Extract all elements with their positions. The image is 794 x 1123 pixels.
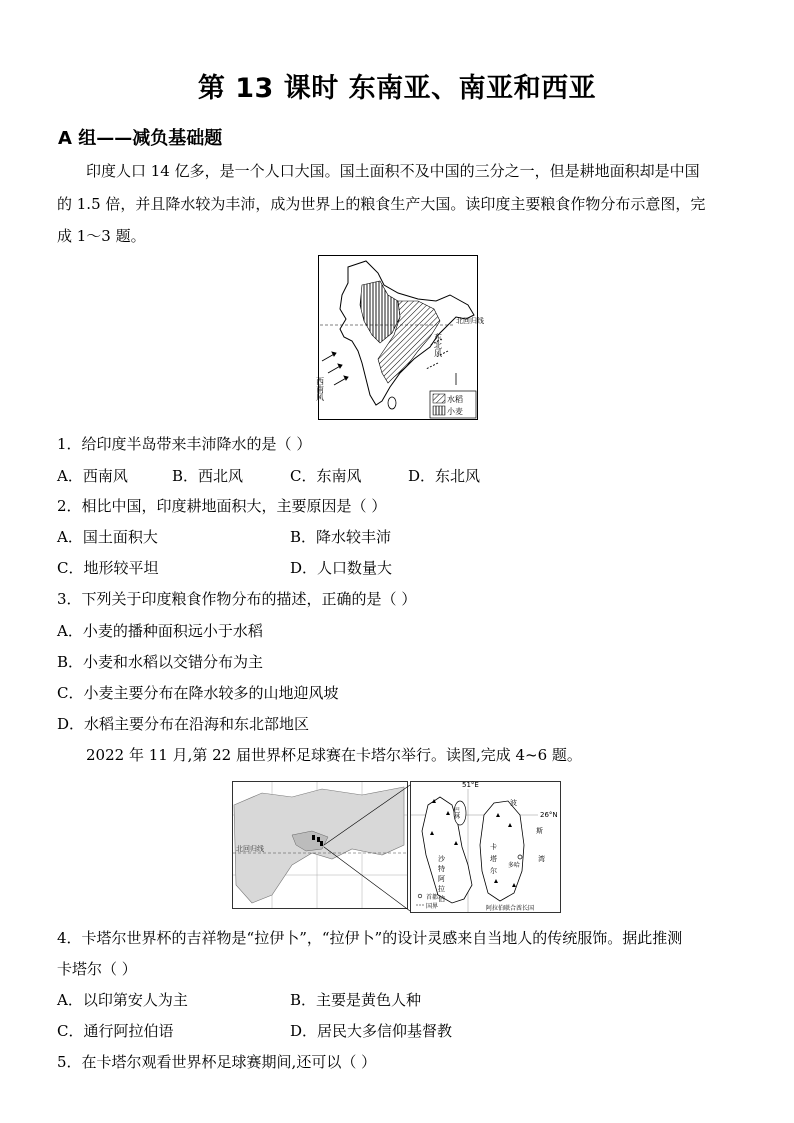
legend-wheat: 小麦 bbox=[447, 407, 463, 416]
q1-option-d[interactable]: D．东北风 bbox=[408, 467, 481, 485]
saudi-label-2: 特 bbox=[438, 865, 445, 873]
q4-stem-line2: 卡塔尔（ ） bbox=[57, 960, 137, 978]
qatar-label-3: 尔 bbox=[490, 867, 497, 875]
q2-option-c[interactable]: C．地形较平坦 bbox=[57, 559, 159, 577]
q4-option-d[interactable]: D．居民大多信仰基督教 bbox=[290, 1022, 453, 1040]
legend-rice: 水稻 bbox=[447, 395, 463, 404]
legend-border: 国界 bbox=[426, 903, 439, 910]
saudi-label-4: 拉 bbox=[438, 885, 445, 893]
gulf-label-2: 斯 bbox=[536, 827, 543, 835]
q3-option-b[interactable]: B．小麦和水稻以交错分布为主 bbox=[57, 653, 264, 671]
q1-option-c[interactable]: C．东南风 bbox=[290, 467, 362, 485]
legend-capital: 首都 bbox=[426, 894, 439, 901]
saudi-label-1: 沙 bbox=[438, 855, 445, 863]
bahrain-label: 巴林 bbox=[452, 807, 460, 819]
q3-stem: 3．下列关于印度粮食作物分布的描述，正确的是（ ） bbox=[57, 590, 417, 608]
legend-rice-swatch bbox=[433, 394, 445, 403]
page-title: 第 13 课时 东南亚、南亚和西亚 bbox=[197, 73, 597, 104]
q1-option-b[interactable]: B．西北风 bbox=[172, 467, 244, 485]
sri-lanka-shape bbox=[388, 397, 396, 409]
q3-option-a[interactable]: A．小麦的播种面积远小于水稻 bbox=[57, 622, 263, 640]
region-tropic-label: 北回归线 bbox=[236, 845, 264, 853]
q4-option-b[interactable]: B．主要是黄色人种 bbox=[290, 991, 422, 1009]
lat-label: 26°N bbox=[540, 811, 558, 819]
section-heading: A 组——减负基础题 bbox=[58, 128, 223, 149]
intro1-line2: 的 1.5 倍，并且降水较为丰沛，成为世界上的粮食生产大国。读印度主要粮食作物分布示意图，完 bbox=[57, 195, 706, 213]
q2-stem: 2．相比中国，印度耕地面积大，主要原因是（ ） bbox=[57, 497, 387, 515]
q2-option-a[interactable]: A．国土面积大 bbox=[57, 528, 158, 546]
tropic-label: 北回归线 bbox=[456, 317, 484, 325]
doha-label: 多哈 bbox=[508, 862, 521, 869]
q4-stem-line1: 4．卡塔尔世界杯的吉祥物是“拉伊卜”，“拉伊卜”的设计灵感来自当地人的传统服饰。据此推测 bbox=[57, 929, 683, 947]
q4-option-a[interactable]: A．以印第安人为主 bbox=[57, 991, 188, 1009]
gulf-label-3: 湾 bbox=[538, 855, 545, 863]
lon-label: 51°E bbox=[462, 781, 479, 789]
qatar-label-1: 卡 bbox=[490, 843, 497, 851]
sw-wind-label: 西南风 bbox=[315, 377, 325, 401]
intro2: 2022 年 11 月,第 22 届世界杯足球赛在卡塔尔举行。读图,完成 4~6 题。 bbox=[86, 746, 582, 764]
q1-option-a[interactable]: A．西南风 bbox=[57, 467, 128, 485]
qatar-map bbox=[232, 775, 562, 915]
intro1-line1: 印度人口 14 亿多，是一个人口大国。国土面积不及中国的三分之一，但是耕地面积却是中国 bbox=[86, 162, 700, 180]
q3-option-c[interactable]: C．小麦主要分布在降水较多的山地迎风坡 bbox=[57, 684, 339, 702]
india-crop-map bbox=[315, 255, 484, 420]
uae-label: 阿拉伯联合酋长国 bbox=[486, 905, 535, 912]
saudi-label-5: 伯 bbox=[438, 895, 445, 903]
gulf-label-1: 波 bbox=[510, 799, 517, 807]
intro1-line3: 成 1～3 题。 bbox=[57, 227, 146, 245]
ne-wind-label: 东北风 bbox=[433, 333, 443, 357]
q2-option-b[interactable]: B．降水较丰沛 bbox=[290, 528, 392, 546]
qatar-label-2: 塔 bbox=[490, 855, 497, 863]
q4-option-c[interactable]: C．通行阿拉伯语 bbox=[57, 1022, 174, 1040]
q3-option-d[interactable]: D．水稻主要分布在沿海和东北部地区 bbox=[57, 715, 310, 733]
q1-stem: 1．给印度半岛带来丰沛降水的是（ ） bbox=[57, 435, 312, 453]
saudi-label-3: 阿 bbox=[438, 875, 445, 883]
q5-stem: 5．在卡塔尔观看世界杯足球赛期间,还可以（ ） bbox=[57, 1053, 377, 1071]
q2-option-d[interactable]: D．人口数量大 bbox=[290, 559, 393, 577]
legend-wheat-swatch bbox=[433, 406, 445, 415]
